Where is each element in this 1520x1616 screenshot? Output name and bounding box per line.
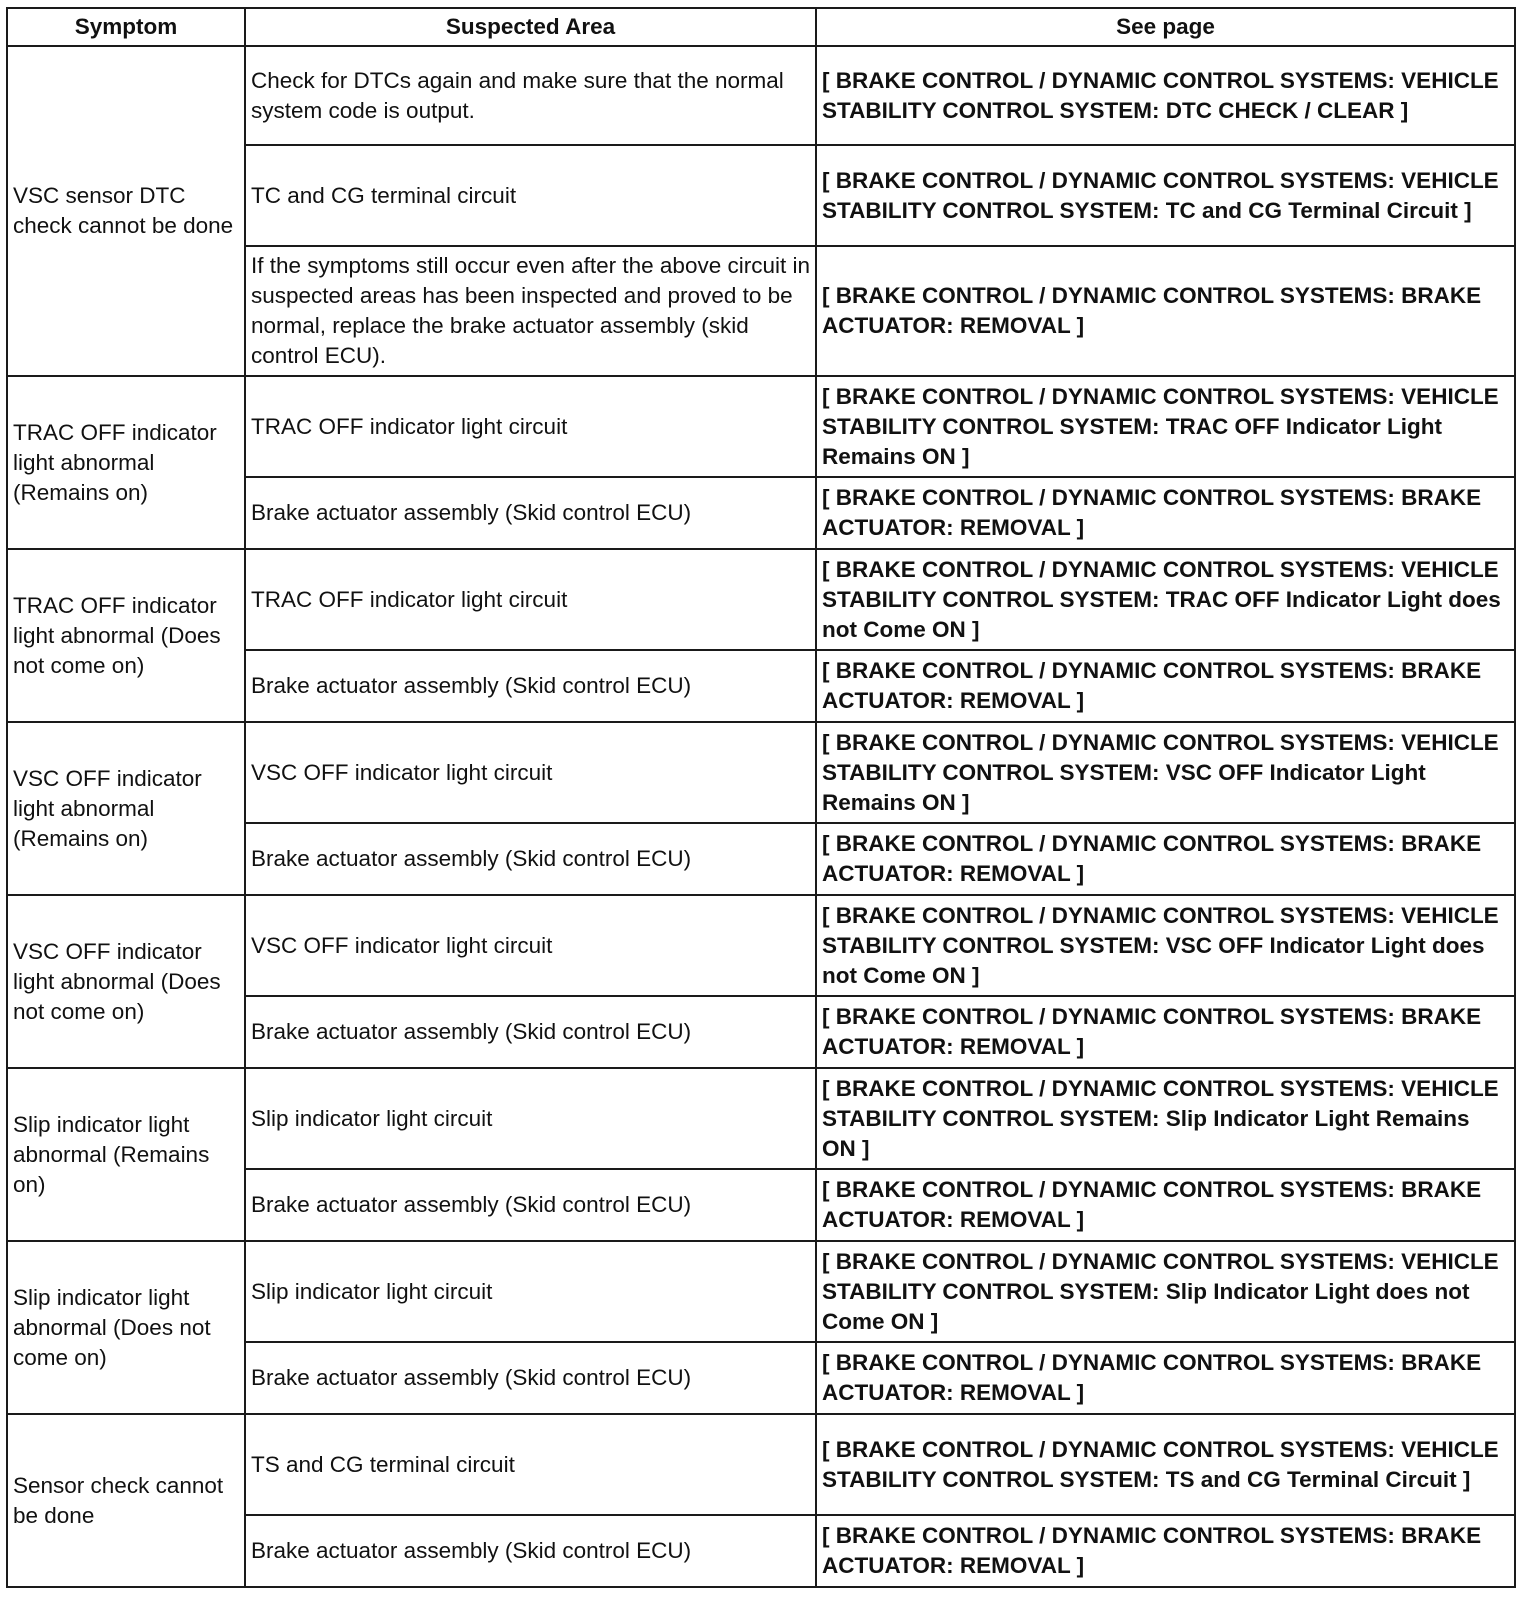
- table-row: [7, 549, 1515, 650]
- header-see-page: See page: [816, 8, 1515, 46]
- table-row: [7, 46, 1515, 145]
- suspected-area-cell: Brake actuator assembly (Skid control ECU): [245, 650, 816, 722]
- suspected-area-cell: Brake actuator assembly (Skid control ECU): [245, 1515, 816, 1587]
- table-row: [7, 376, 1515, 477]
- suspected-area-cell: TRAC OFF indicator light circuit: [245, 549, 816, 650]
- symptom-cell: VSC sensor DTC check cannot be done: [7, 46, 245, 376]
- suspected-area-cell: VSC OFF indicator light circuit: [245, 722, 816, 823]
- header-symptom: Symptom: [7, 8, 245, 46]
- symptom-cell: VSC OFF indicator light abnormal (Does not come on): [7, 895, 245, 1068]
- table-row: [7, 1068, 1515, 1169]
- see-page-cell: [ BRAKE CONTROL / DYNAMIC CONTROL SYSTEMS: VEHICLE STABILITY CONTROL SYSTEM: TRAC OFF Indicator Light does not Come ON ]: [816, 549, 1515, 650]
- see-page-cell: [ BRAKE CONTROL / DYNAMIC CONTROL SYSTEMS: BRAKE ACTUATOR: REMOVAL ]: [816, 650, 1515, 722]
- see-page-cell: [ BRAKE CONTROL / DYNAMIC CONTROL SYSTEMS: BRAKE ACTUATOR: REMOVAL ]: [816, 477, 1515, 549]
- suspected-area-cell: TC and CG terminal circuit: [245, 145, 816, 246]
- suspected-area-cell: TS and CG terminal circuit: [245, 1414, 816, 1515]
- see-page-cell: [ BRAKE CONTROL / DYNAMIC CONTROL SYSTEMS: VEHICLE STABILITY CONTROL SYSTEM: DTC CHECK / CLEAR ]: [816, 46, 1515, 145]
- suspected-area-cell: TRAC OFF indicator light circuit: [245, 376, 816, 477]
- see-page-cell: [ BRAKE CONTROL / DYNAMIC CONTROL SYSTEMS: VEHICLE STABILITY CONTROL SYSTEM: TRAC OFF Indicator Light Remains ON ]: [816, 376, 1515, 477]
- table-body: [7, 46, 1515, 1587]
- suspected-area-cell: Slip indicator light circuit: [245, 1241, 816, 1342]
- symptom-cell: Slip indicator light abnormal (Does not come on): [7, 1241, 245, 1414]
- suspected-area-cell: Brake actuator assembly (Skid control ECU): [245, 996, 816, 1068]
- table-header-row: [7, 8, 1515, 46]
- suspected-area-cell: Slip indicator light circuit: [245, 1068, 816, 1169]
- symptom-cell: VSC OFF indicator light abnormal (Remains on): [7, 722, 245, 895]
- symptom-cell: Sensor check cannot be done: [7, 1414, 245, 1587]
- see-page-cell: [ BRAKE CONTROL / DYNAMIC CONTROL SYSTEMS: VEHICLE STABILITY CONTROL SYSTEM: VSC OFF Indicator Light Remains ON ]: [816, 722, 1515, 823]
- see-page-cell: [ BRAKE CONTROL / DYNAMIC CONTROL SYSTEMS: VEHICLE STABILITY CONTROL SYSTEM: Slip Indicator Light Remains ON ]: [816, 1068, 1515, 1169]
- suspected-area-cell: Check for DTCs again and make sure that the normal system code is output.: [245, 46, 816, 145]
- table-row: [7, 1241, 1515, 1342]
- header-suspected-area: Suspected Area: [245, 8, 816, 46]
- suspected-area-cell: Brake actuator assembly (Skid control ECU): [245, 1342, 816, 1414]
- suspected-area-cell: VSC OFF indicator light circuit: [245, 895, 816, 996]
- table-row: [7, 1414, 1515, 1515]
- table-row: [7, 895, 1515, 996]
- suspected-area-cell: Brake actuator assembly (Skid control ECU): [245, 1169, 816, 1241]
- see-page-cell: [ BRAKE CONTROL / DYNAMIC CONTROL SYSTEMS: VEHICLE STABILITY CONTROL SYSTEM: TS and CG Terminal Circuit ]: [816, 1414, 1515, 1515]
- symptom-cell: TRAC OFF indicator light abnormal (Does not come on): [7, 549, 245, 722]
- see-page-cell: [ BRAKE CONTROL / DYNAMIC CONTROL SYSTEMS: BRAKE ACTUATOR: REMOVAL ]: [816, 246, 1515, 376]
- see-page-cell: [ BRAKE CONTROL / DYNAMIC CONTROL SYSTEMS: BRAKE ACTUATOR: REMOVAL ]: [816, 1342, 1515, 1414]
- suspected-area-cell: If the symptoms still occur even after the above circuit in suspected areas has been inspected and proved to be normal, replace the brake actuator assembly (skid control ECU).: [245, 246, 816, 376]
- see-page-cell: [ BRAKE CONTROL / DYNAMIC CONTROL SYSTEMS: BRAKE ACTUATOR: REMOVAL ]: [816, 1169, 1515, 1241]
- see-page-cell: [ BRAKE CONTROL / DYNAMIC CONTROL SYSTEMS: VEHICLE STABILITY CONTROL SYSTEM: Slip Indicator Light does not Come ON ]: [816, 1241, 1515, 1342]
- symptom-cell: Slip indicator light abnormal (Remains on): [7, 1068, 245, 1241]
- table-row: [7, 722, 1515, 823]
- suspected-area-cell: Brake actuator assembly (Skid control ECU): [245, 823, 816, 895]
- see-page-cell: [ BRAKE CONTROL / DYNAMIC CONTROL SYSTEMS: BRAKE ACTUATOR: REMOVAL ]: [816, 996, 1515, 1068]
- see-page-cell: [ BRAKE CONTROL / DYNAMIC CONTROL SYSTEMS: BRAKE ACTUATOR: REMOVAL ]: [816, 1515, 1515, 1587]
- see-page-cell: [ BRAKE CONTROL / DYNAMIC CONTROL SYSTEMS: VEHICLE STABILITY CONTROL SYSTEM: TC and CG Terminal Circuit ]: [816, 145, 1515, 246]
- see-page-cell: [ BRAKE CONTROL / DYNAMIC CONTROL SYSTEMS: BRAKE ACTUATOR: REMOVAL ]: [816, 823, 1515, 895]
- see-page-cell: [ BRAKE CONTROL / DYNAMIC CONTROL SYSTEMS: VEHICLE STABILITY CONTROL SYSTEM: VSC OFF Indicator Light does not Come ON ]: [816, 895, 1515, 996]
- suspected-area-cell: Brake actuator assembly (Skid control ECU): [245, 477, 816, 549]
- symptom-table: [6, 7, 1516, 1588]
- symptom-cell: TRAC OFF indicator light abnormal (Remains on): [7, 376, 245, 549]
